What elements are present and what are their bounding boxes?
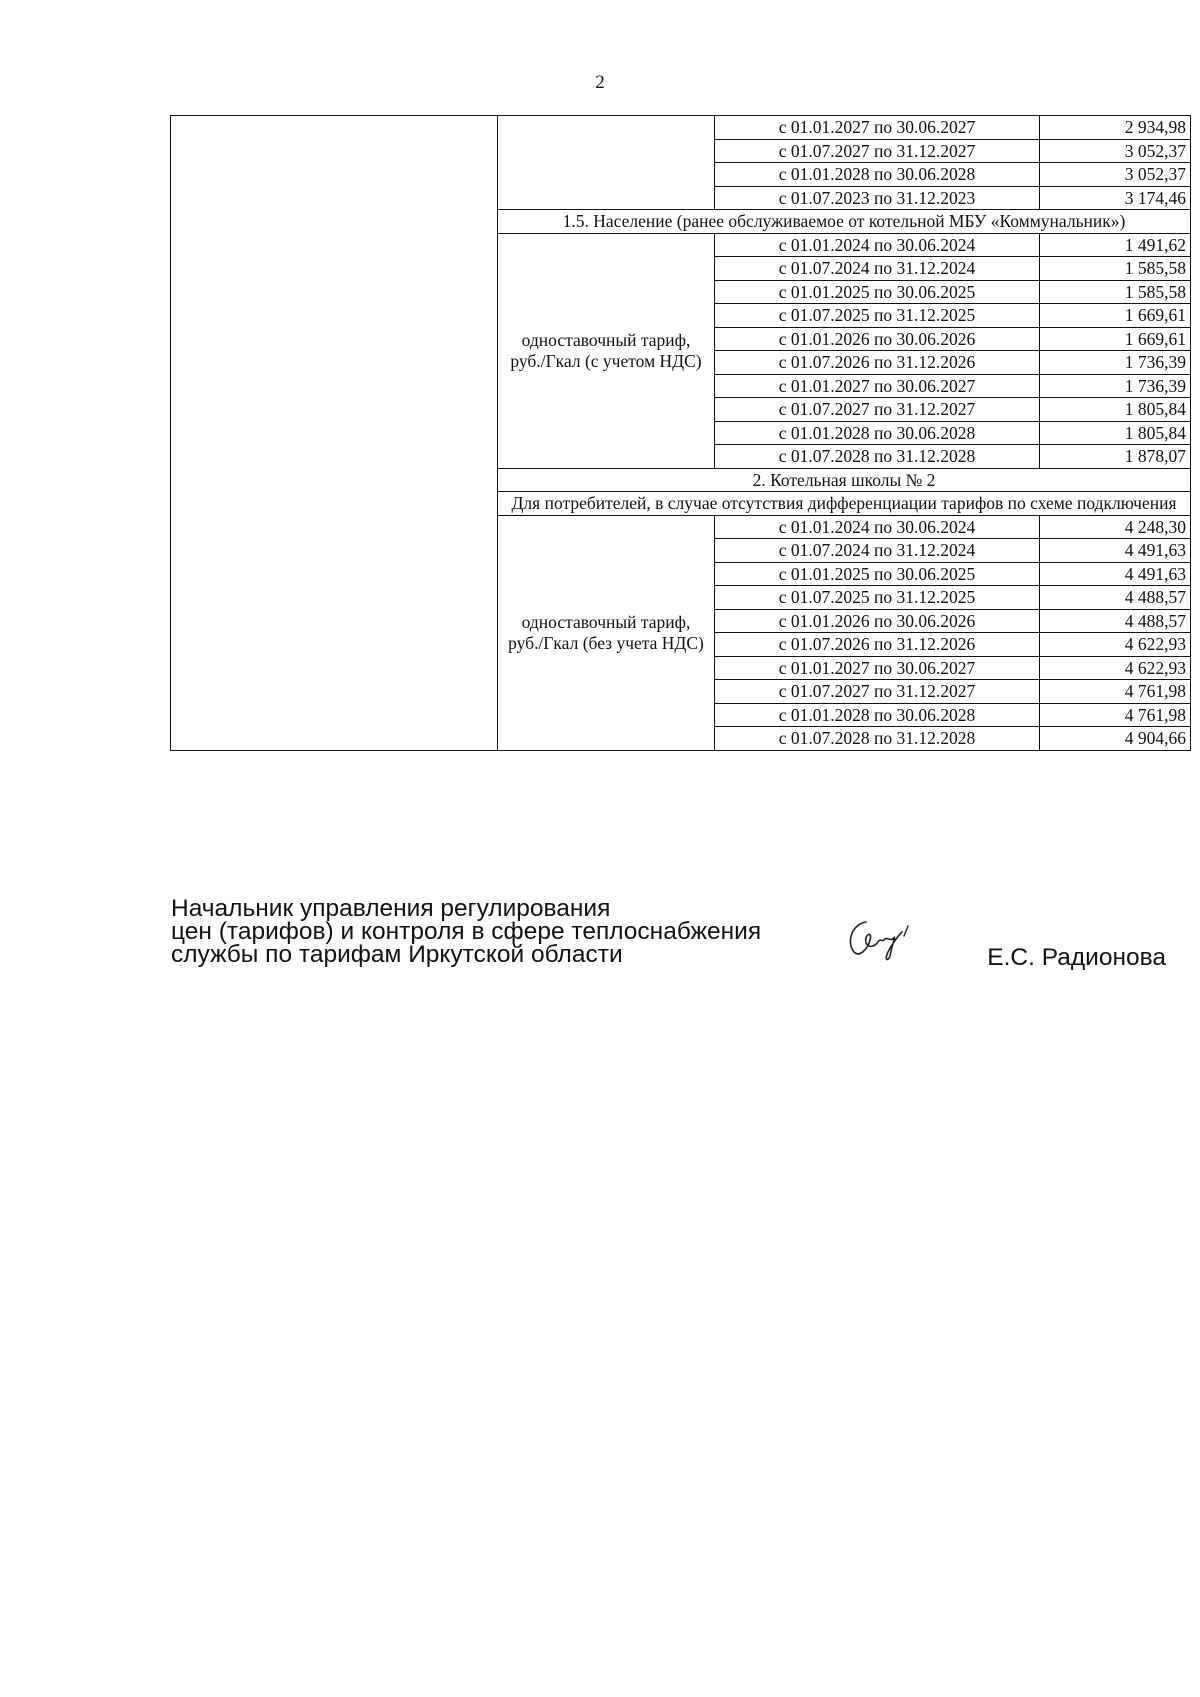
tariff-value-cell: 4 488,57 [1040, 609, 1191, 633]
signatory-position-line: Начальник управления регулирования [171, 895, 611, 922]
tariff-value-cell: 1 585,58 [1040, 257, 1191, 281]
period-cell: с 01.01.2028 по 30.06.2028 [715, 421, 1040, 445]
tariff-value-cell: 1 736,39 [1040, 374, 1191, 398]
tariff-value-cell: 1 736,39 [1040, 351, 1191, 375]
tariff-type-label: одноставочный тариф, руб./Гкал (с учетом НДС) [498, 233, 715, 468]
tariff-table [170, 115, 1191, 751]
tariff-value-cell: 4 622,93 [1040, 656, 1191, 680]
tariff-value-cell: 4 491,63 [1040, 562, 1191, 586]
tariff-value-cell: 3 174,46 [1040, 186, 1191, 210]
blank-category-cell [171, 116, 498, 751]
period-cell: с 01.07.2027 по 31.12.2027 [715, 139, 1040, 163]
period-cell: с 01.01.2025 по 30.06.2025 [715, 280, 1040, 304]
tariff-value-cell: 1 585,58 [1040, 280, 1191, 304]
period-cell: с 01.07.2024 по 31.12.2024 [715, 257, 1040, 281]
period-cell: с 01.07.2026 по 31.12.2026 [715, 633, 1040, 657]
tariff-value-cell: 4 622,93 [1040, 633, 1191, 657]
tariff-value-cell: 1 669,61 [1040, 304, 1191, 328]
tariff-value-cell: 1 491,62 [1040, 233, 1191, 257]
tariff-value-cell: 2 934,98 [1040, 116, 1191, 140]
period-cell: с 01.07.2027 по 31.12.2027 [715, 680, 1040, 704]
tariff-value-cell: 1 805,84 [1040, 398, 1191, 422]
period-cell: с 01.01.2027 по 30.06.2027 [715, 116, 1040, 140]
period-cell: с 01.01.2028 по 30.06.2028 [715, 703, 1040, 727]
period-cell: с 01.07.2025 по 31.12.2025 [715, 304, 1040, 328]
period-cell: с 01.01.2024 по 30.06.2024 [715, 233, 1040, 257]
period-cell: с 01.01.2024 по 30.06.2024 [715, 515, 1040, 539]
period-cell: с 01.07.2025 по 31.12.2025 [715, 586, 1040, 610]
period-cell: с 01.07.2024 по 31.12.2024 [715, 539, 1040, 563]
page-number: 2 [595, 72, 605, 93]
tariff-value-cell: 1 669,61 [1040, 327, 1191, 351]
period-cell: с 01.07.2028 по 31.12.2028 [715, 445, 1040, 469]
tariff-type-label: одноставочный тариф, руб./Гкал (без учета НДС) [498, 515, 715, 750]
period-cell: с 01.01.2028 по 30.06.2028 [715, 163, 1040, 187]
tariff-value-cell: 4 761,98 [1040, 680, 1191, 704]
signatory-name: Е.С. Радионова [987, 944, 1166, 971]
signatory-position-line: цен (тарифов) и контроля в сфере теплоснабжения [171, 918, 762, 945]
handwritten-signature [838, 912, 928, 967]
period-cell: с 01.07.2026 по 31.12.2026 [715, 351, 1040, 375]
section-subheading: Для потребителей, в случае отсутствия дифференциации тарифов по схеме подключения [498, 492, 1191, 516]
tariff-value-cell: 4 761,98 [1040, 703, 1191, 727]
signatory-position [171, 897, 761, 966]
signatory-position-line: службы по тарифам Иркутской области [171, 941, 623, 968]
tariff-value-cell: 1 805,84 [1040, 421, 1191, 445]
period-cell: с 01.01.2026 по 30.06.2026 [715, 327, 1040, 351]
period-cell: с 01.07.2027 по 31.12.2027 [715, 398, 1040, 422]
section-heading: 1.5. Население (ранее обслуживаемое от котельной МБУ «Коммунальник») [498, 210, 1191, 234]
period-cell: с 01.07.2023 по 31.12.2023 [715, 186, 1040, 210]
table-row [171, 116, 1191, 140]
tariff-value-cell: 1 878,07 [1040, 445, 1191, 469]
tariff-value-cell: 4 491,63 [1040, 539, 1191, 563]
tariff-type-cell [498, 116, 715, 210]
period-cell: с 01.01.2027 по 30.06.2027 [715, 374, 1040, 398]
period-cell: с 01.07.2028 по 31.12.2028 [715, 727, 1040, 751]
tariff-value-cell: 4 488,57 [1040, 586, 1191, 610]
tariff-value-cell: 4 904,66 [1040, 727, 1191, 751]
tariff-value-cell: 3 052,37 [1040, 139, 1191, 163]
period-cell: с 01.01.2026 по 30.06.2026 [715, 609, 1040, 633]
period-cell: с 01.01.2027 по 30.06.2027 [715, 656, 1040, 680]
tariff-value-cell: 4 248,30 [1040, 515, 1191, 539]
period-cell: с 01.01.2025 по 30.06.2025 [715, 562, 1040, 586]
tariff-value-cell: 3 052,37 [1040, 163, 1191, 187]
section-heading: 2. Котельная школы № 2 [498, 468, 1191, 492]
